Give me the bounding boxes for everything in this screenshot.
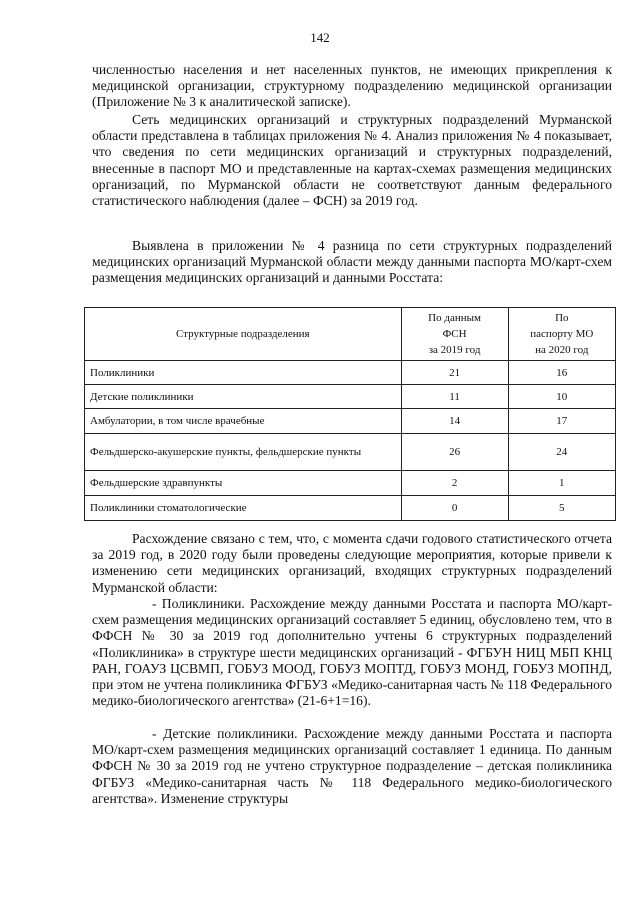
row-passport-value: 10 [508,385,615,409]
table-row [85,496,616,521]
paragraph-6: - Детские поликлиники. Расхождение между данными Росстата и паспорта МО/карт-схем размещения медицинских организаций составляет 1 единица. По данным ФФСН № 30 за 2019 год не учтено структурное подразделение – детская поликлиника ФГБУЗ «Медико-санитарная часть № 118 Федерального медико-биологического агентства». Изменение структуры [92,726,612,806]
header-passport-line1: По [555,312,569,324]
row-fsn-value: 0 [401,496,508,521]
row-fsn-value: 2 [401,471,508,496]
header-fsn-line1: По данным [428,312,481,324]
table-row [85,385,616,409]
header-fsn [401,308,508,361]
table-row [85,409,616,434]
paragraph-4: Расхождение связано с тем, что, с момента сдачи годового статистического отчета за 2019 год, в 2020 году были проведены следующие мероприятия, которые привели к изменению сети медицинских организаций, входящих структурных подразделений Мурманской области: [92,531,612,595]
header-passport-line2: паспорту МО [530,328,594,340]
header-passport-line3: на 2020 год [535,344,589,356]
row-passport-value: 1 [508,471,615,496]
paragraph-3: Выявлена в приложении № 4 разница по сети структурных подразделений медицинских организаций Мурманской области между данными паспорта МО/карт-схем размещения медицинских организаций и данными Росстата: [92,238,612,286]
row-passport-value: 24 [508,434,615,471]
row-passport-value: 17 [508,409,615,434]
table-row [85,361,616,385]
row-fsn-value: 26 [401,434,508,471]
row-passport-value: 16 [508,361,615,385]
paragraph-1: численностью населения и нет населенных пунктов, не имеющих прикрепления к медицинской организации, структурному подразделению медицинской организации (Приложение № 3 к аналитической записке). [92,62,612,110]
row-name: Амбулатории, в том числе врачебные [85,409,402,434]
paragraph-5: - Поликлиники. Расхождение между данными Росстата и паспорта МО/карт-схем размещения медицинских организаций составляет 5 единиц, обусловлено тем, что в ФФСН № 30 за 2019 год дополнительно учтены 6 структурных подразделений «Поликлиника» в структуре шести медицинских организаций - ФГБУН НИЦ МБП КНЦ РАН, ГОАУЗ ЦСВМП, ГОБУЗ МООД, ГОБУЗ МОПТД, ГОБУЗ МОНД, ГОБУЗ МОПНД, при этом не учтена поликлиника ФГБУЗ «Медико-санитарная часть № 118 Федерального медико-биологического агентства» (21-6+1=16). [92,596,612,709]
row-name: Поликлиники стоматологические [85,496,402,521]
row-fsn-value: 14 [401,409,508,434]
row-name: Фельдшерско-акушерские пункты, фельдшерские пункты [85,434,402,471]
row-passport-value: 5 [508,496,615,521]
header-fsn-line3: за 2019 год [428,344,481,356]
subdivisions-table [84,307,616,521]
row-name: Фельдшерские здравпункты [85,471,402,496]
table-row [85,434,616,471]
header-fsn-line2: ФСН [442,328,467,340]
header-subdivisions: Структурные подразделения [85,308,402,361]
table-header-row [85,308,616,361]
row-name: Детские поликлиники [85,385,402,409]
paragraph-2: Сеть медицинских организаций и структурных подразделений Мурманской области представлена в таблицах приложения № 4. Анализ приложения № 4 показывает, что сведения по сети медицинских организаций и структурных подразделений, внесенные в паспорт МО и представленные на картах-схемах размещения медицинских организаций, по Мурманской области не соответствуют данным федерального статистического наблюдения (далее – ФСН) за 2019 год. [92,112,612,209]
page-number: 142 [310,30,330,45]
row-fsn-value: 21 [401,361,508,385]
row-fsn-value: 11 [401,385,508,409]
table-row [85,471,616,496]
header-passport [508,308,615,361]
row-name: Поликлиники [85,361,402,385]
